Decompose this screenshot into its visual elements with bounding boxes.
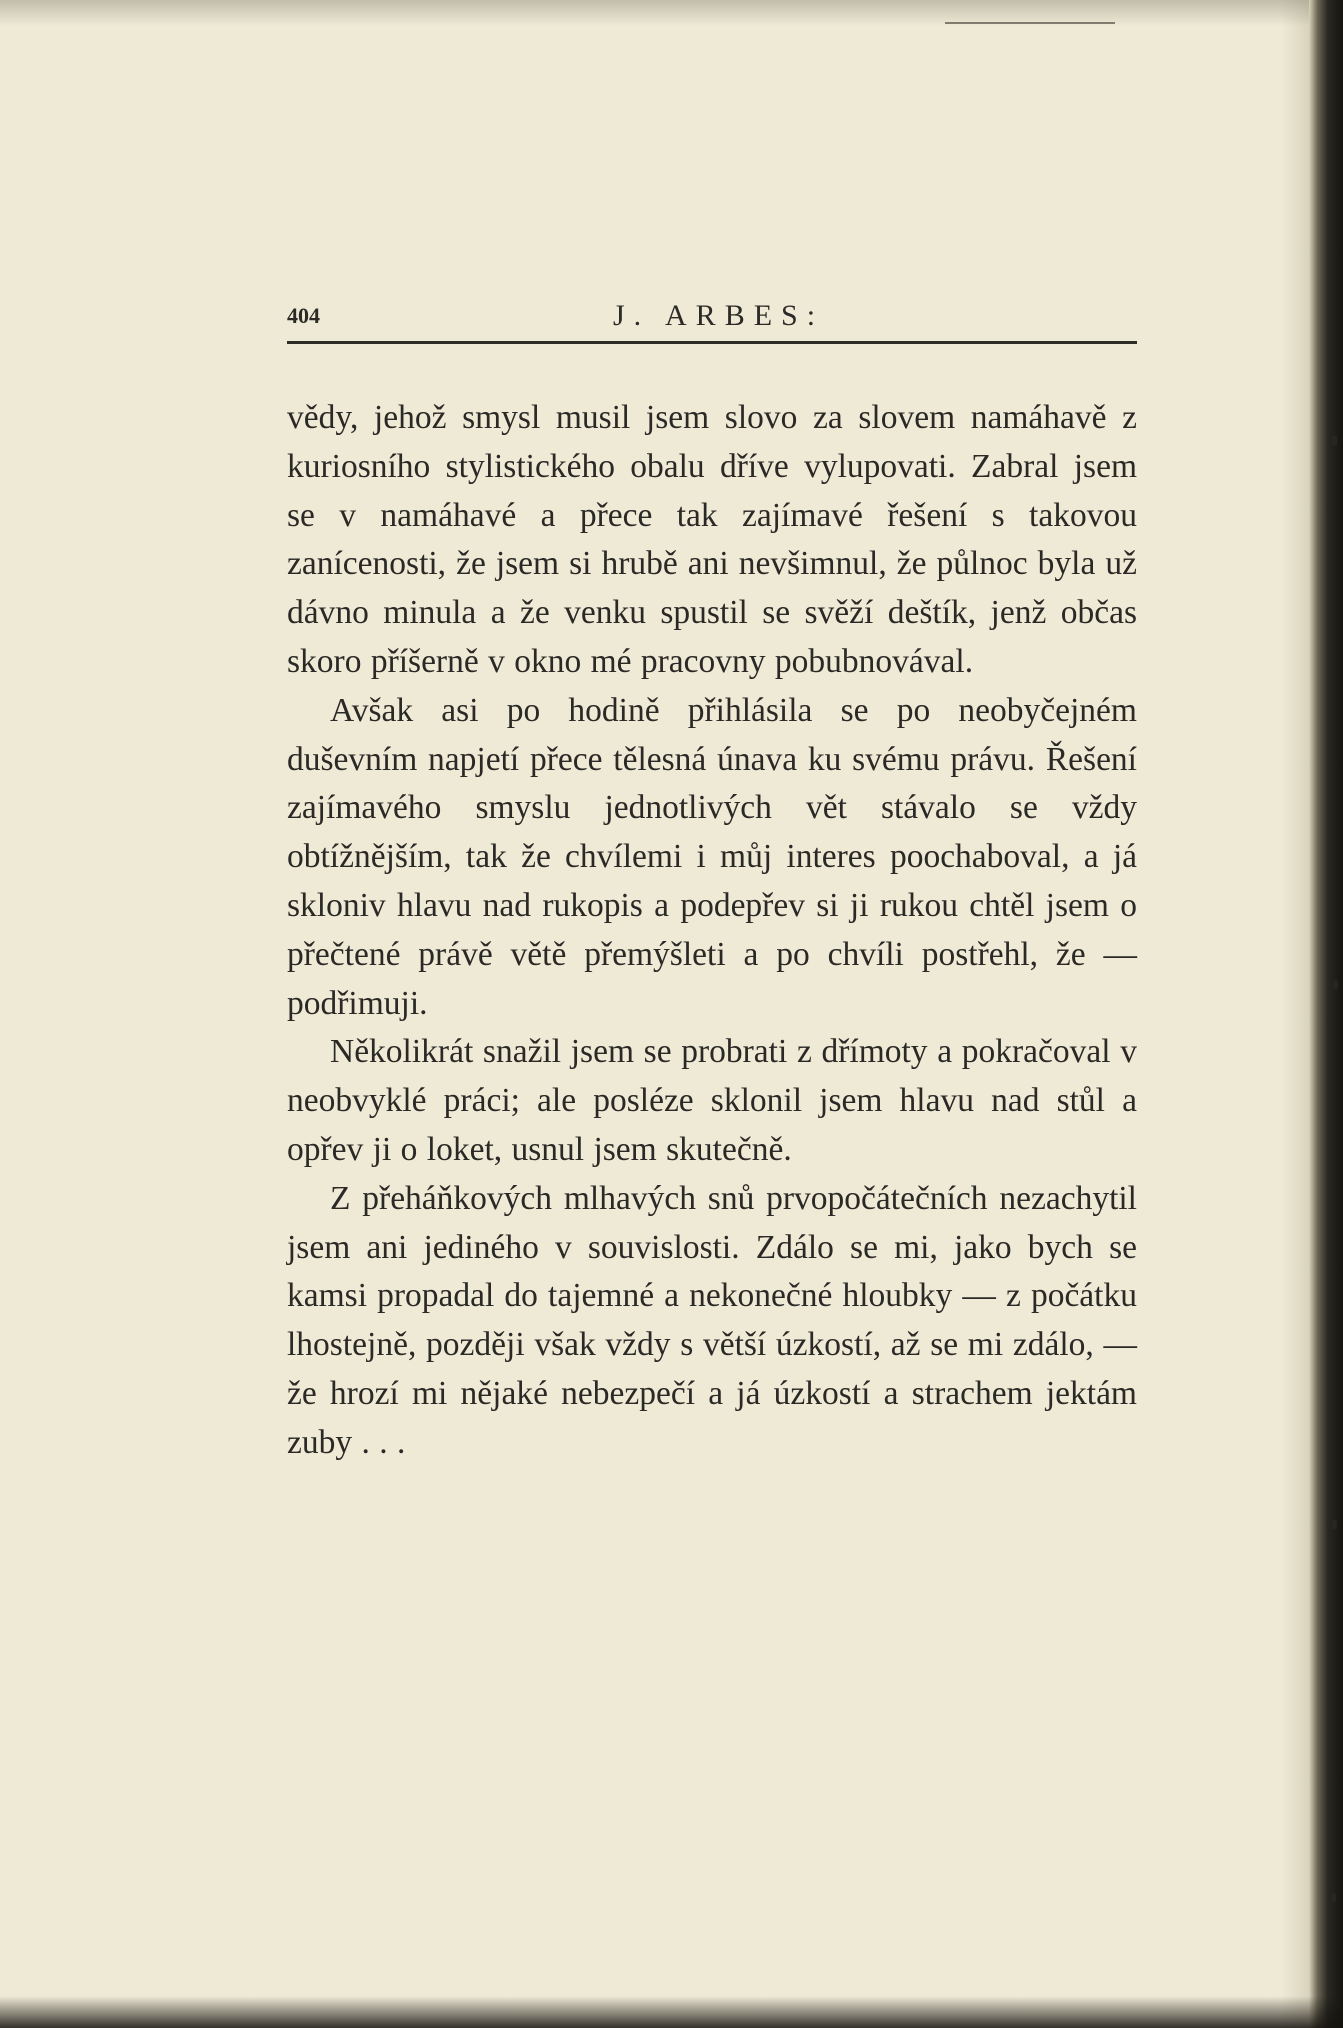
running-header xyxy=(287,299,1137,339)
page-number: 404 xyxy=(287,303,320,328)
header-rule xyxy=(287,341,1137,344)
page-top-mark xyxy=(945,22,1115,24)
scan-speck xyxy=(1333,980,1338,989)
paragraph: vědy, jehož smysl musil jsem slovo za slovem namáhavě z kuriosního stylistického obalu dříve vylupovati. Zabral jsem se v namáhavé a přece tak zajímavé řešení s takovou zanícenosti, že jsem si hrubě ani nevšimnul, že půlnoc byla už dávno minula a že venku spustil se svěží deštík, jenž občas skoro příšerně v okno mé pracovny pobubnovával. xyxy=(287,399,1137,680)
scan-speck xyxy=(1332,1520,1337,1529)
page-binding-edge xyxy=(1309,0,1343,2028)
gutter-shadow xyxy=(1281,0,1309,2028)
paragraph: Několikrát snažil jsem se probrati z dřímoty a pokračoval v neobvyklé práci; ale posléze sklonil jsem hlavu nad stůl a opřev ji o loket, usnul jsem skutečně. xyxy=(287,1033,1137,1168)
body-text xyxy=(287,394,1137,1468)
page-bottom-edge xyxy=(0,1996,1343,2028)
scan-speck xyxy=(1331,1893,1336,1902)
paragraph: Avšak asi po hodině přihlásila se po neobyčejném duševním napjetí přece tělesná únava ku svému právu. Řešení zajímavého smyslu jednotlivých vět stávalo se vždy obtížnějším, tak že chvílemi i můj interes poochaboval, a já skloniv hlavu nad rukopis a podepřev si ji rukou chtěl jsem o přečtené právě větě přemýšleti a po chvíli postřehl, že — podřimuji. xyxy=(287,691,1137,1022)
scan-speck xyxy=(1332,436,1337,445)
paragraph: Z přeháňkových mlhavých snů prvopočátečních nezachytil jsem ani jediného v souvislosti. Zdálo se mi, jako bych se kamsi propadal do tajemné a nekonečné hloubky — z počátku lhostejně, později však vždy s větší úzkostí, až se mi zdálo, — že hrozí mi nějaké nebezpečí a já úzkostí a strachem jektám zuby . . . xyxy=(287,1179,1137,1461)
running-head-title: J. ARBES: xyxy=(613,299,825,332)
page-top-edge xyxy=(0,0,1343,26)
